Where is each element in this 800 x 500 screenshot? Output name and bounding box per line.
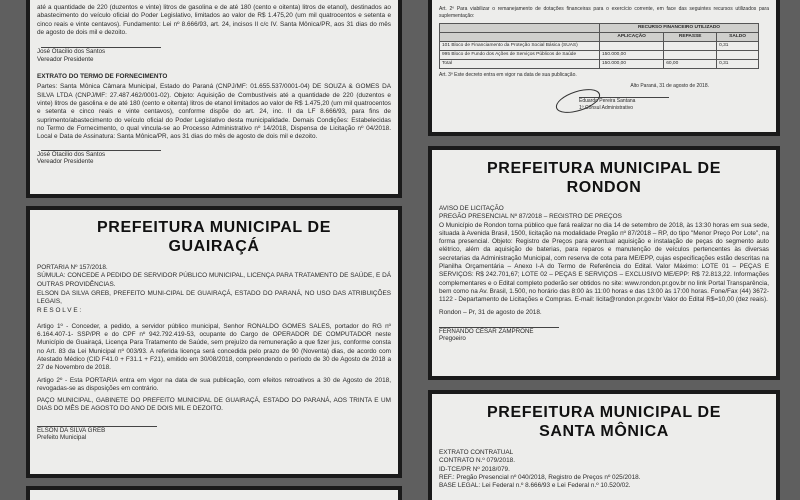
contract-id: ID-TCE/PR Nº 2018/079. — [439, 465, 510, 473]
table-cell — [664, 42, 717, 51]
signature-name: Eduardo Pereira Santana — [579, 98, 636, 105]
signature-role: 1º Cônsul Administrativo — [579, 104, 634, 111]
contract-number: CONTRATO N.º 079/2018. — [439, 457, 515, 465]
aviso-label: AVISO DE LICITAÇÃO — [439, 205, 504, 212]
closing-text: PAÇO MUNICIPAL, GABINETE DO PREFEITO MUNICIPAL DE GUAIRAÇÁ, ESTADO DO PARANÁ, AOS TRINTA E UM DIAS DO MÊS DE AGOSTO DO ANO DE DOIS MIL E DEZOITO. — [37, 397, 391, 413]
signature-role: Prefeito Municipal — [37, 434, 87, 442]
signature-name: FERNANDO CÉSAR ZAMPRONE — [439, 327, 534, 335]
sumula-text: SÚMULA: CONCEDE A PEDIDO DE SERVIDOR PÚBLICO MUNICIPAL, LICENÇA PARA TRATAMENTO DE SAÚDE, E DÁ OUTRAS PROVIDÊNCIAS. — [37, 272, 391, 288]
table-cell: 150.000,00 — [600, 51, 664, 60]
table-cell: 150.000,00 — [600, 60, 664, 69]
notice-partial-bottom — [26, 486, 402, 500]
notice-title-city: SANTA MÔNICA — [539, 423, 669, 440]
table-cell: 0,31 — [717, 42, 759, 51]
table-row — [440, 60, 759, 69]
notice-title: PREFEITURA MUNICIPAL DE — [487, 160, 721, 177]
table-cell — [664, 51, 717, 60]
notice-top-paragraph: até a quantidade de 220 (duzentos e vinte) litros de gasolina e de até 180 (cento e oitenta) litros de etanol), destinados ao abastecimento do veículo oficial do Poder Legislativo, limitados ao valor de R$ 1.475,20 (um mil quatrocentos e setenta e cinco reais e vinte centavos). Fundamento: Lei nº 8.666/93, art. 24, incisos II c/c IV. Santa Mônica/PR, aos 31 dias do mês de agosto de dois mil e dezoito. — [37, 4, 391, 36]
contract-base: BASE LEGAL: Lei Federal n.º 8.666/93 e Lei Federal n.º 10.520/02. — [439, 482, 631, 490]
article-3: Art. 3º Este decreto entra em vigor na data de sua publicação. — [439, 72, 577, 79]
article-text: Art. 2º Para viabilizar o remanejamento de dotações financeiras para o exercício corrente, em face das seguintes recursos utilizados para suplementação: — [439, 6, 769, 19]
signature-block — [579, 97, 769, 111]
signature-role: Vereador Presidente — [37, 55, 94, 63]
notice-title-city: GUAIRAÇÁ — [168, 238, 260, 255]
article-2: Artigo 2º - Esta PORTARIA entra em vigor na data de sua publicação, com efeitos retroativos a 30 de Agosto de 2018, revogadas-se as disposições em contrário. — [37, 376, 391, 392]
table-cell: Total — [440, 60, 600, 69]
table-cell: 0,31 — [717, 60, 759, 69]
financial-table — [439, 23, 759, 69]
table-row — [440, 51, 759, 60]
table-cell: 101 Bloco de Financiamento da Proteção Social Básica (SUAS) — [440, 42, 600, 51]
extract-title: EXTRATO DO TERMO DE FORNECIMENTO — [37, 73, 168, 81]
notice-body: O Município de Rondon torna público que fará realizar no dia 14 de setembro de 2018, às 13:30 horas em sua sede, situada à Avenida Brasil, 1500, licitação na modalidade Pregão nº 87/2018 – RP, do tipo "Menor Preço Por Lote", na forma presencial. Objeto: Registro de Preços para eventual aquisição e instalação de peças do segmento auto elétrico, além da aquisição de baterias, para reparos e manutenção de veículos pertencentes às diversas secretarias da Administração Municipal, com reserva de cota para ME/EPP, cujas especificações estão descritas na Planilha Orçamentária – Anexo I-A do Termo de Referência do Edital. Valor Máximo: LOTE 01 – PEÇAS E SERVIÇOS: R$ 242.701,67; LOTE 02 – PEÇAS E SERVIÇOS – EXCLUSIVO ME/EPP: R$ 72.813,22. Informações complementares e o Edital completo poderão ser obtidos no site: www.rondon.pr.gov.br no link Portal Transparência, bem como na Av. Brasil, 1.500, no horário das 8:00 às 11:00 horas e das 13:00 às 17:00 horas. Fone/Fax (44) 3672-1122 - Departamento de Licitações e Compras. E-mail: licita@rondon.pr.gov.br Valor do Edital R$=10,00 (dez reais). — [439, 221, 769, 304]
notice-decree-financial — [428, 0, 780, 136]
table-header-cell: APLICAÇÃO — [600, 33, 664, 42]
signature-name: José Otacilio dos Santos — [37, 48, 106, 56]
table-header-cell: REPASSE — [664, 33, 717, 42]
preamble-text: ELSON DA SILVA GREB, PREFEITO MUNI-CIPAL DE GUAIRAÇÁ, ESTADO DO PARANÁ, NO USO DAS ATRIBUIÇÕES LEGAIS, — [37, 289, 391, 306]
table-header-cell: SALDO — [717, 33, 759, 42]
table-row — [440, 42, 759, 51]
signature-scribble-icon — [553, 85, 603, 118]
table-cell: 60,00 — [664, 60, 717, 69]
article-1: Artigo 1º - Conceder, a pedido, a servidor público municipal, Senhor RONALDO GOMES SALES, portador do RG nº 6.164.407-1- SSP/PR e do CPF nº 942.792.419-53, ocupante do Cargo de OPERADOR DE COMPUTADOR neste Município de Guairaçá, Licença Para Tratamento de Saúde, sem prejuízo da remuneração a que fizer jus, conforme consta no Art. 83 da Lei Municipal nº 003/93. A referida licença será concedida pelo prazo de 90 (Noventa) dias, de acordo com Atestado Médico (CID F41.0 + F31.1 + F21), emitido em 30/08/2018, compreendendo o período de 30 de Agosto de 2018 a 27 de Novembro de 2018. — [37, 322, 391, 372]
place-date: Rondon – Pr, 31 de agosto de 2018. — [439, 308, 542, 316]
resolve-label: R E S O L V E : — [37, 307, 82, 315]
signature-role: Pregoeiro — [439, 335, 466, 343]
place-date: Alto Paraná, 31 de agosto de 2018. — [630, 82, 709, 89]
contract-ref: REF.: Pregão Presencial nº 040/2018, Registro de Preços nº 025/2018. — [439, 473, 641, 481]
table-header-cell — [440, 24, 600, 33]
signature-name: José Otacilio dos Santos — [37, 150, 106, 158]
notice-title: PREFEITURA MUNICIPAL DE — [487, 404, 721, 421]
extract-body: Partes: Santa Mônica Câmara Municipal, Estado do Paraná (CNPJ/MF: 01.655.537/0001-04) DE SOUZA & GOMES DA SILVA LTDA (CNPJ/MF: 27.487.462/0001-02). Objeto: Aquisição de Combustíveis até a quantidade de 220 (duzentos e vinte) litros de gasolina e de até 180 (cento e oitenta) litros de etanol limitados ao valor de R$ 1.475,20 (um mil quatrocentos e setenta e cinco reais e vinte centavos), conforme dispõe do art. 24, inc. II da LF 8.666/93, para fins de suprimento/abastecimento do veículo oficial do Poder Legislativo desta municipalidade. Demais Condições: Estabelecidas no Termo de Fornecimento, o qual vincula-se ao Processo Administrativo nº 14/2018, Dispensa de Licitação nº 04/2018. Local e Data de Assinatura: Santa Mônica/PR, aos 31 dias do mês de agosto de dois mil e dezoito. — [37, 83, 391, 141]
table-cell: 995 Bloco de Fundo dos Ações de Serviços Públicos de Saúde — [440, 51, 600, 60]
table-cell — [717, 51, 759, 60]
signature-name: ELSON DA SILVA GREB — [37, 426, 106, 434]
table-header-cell — [440, 33, 600, 42]
notice-title: PREFEITURA MUNICIPAL DE — [97, 219, 331, 236]
portaria-number: PORTARIA Nº 157/2018. — [37, 264, 108, 271]
notice-camara-santa-monica — [26, 0, 402, 198]
notice-rondon — [428, 146, 780, 380]
signature-role: Vereador Presidente — [37, 158, 94, 166]
table-cell — [600, 42, 664, 51]
notice-santa-monica — [428, 390, 780, 500]
pregao-label: PREGÃO PRESENCIAL Nº 87/2018 – REGISTRO DE PREÇOS — [439, 213, 622, 221]
table-group-header: RECURSO FINANCEIRO UTILIZADO — [600, 24, 759, 33]
extract-label: EXTRATO CONTRATUAL — [439, 449, 514, 456]
notice-title-city: RONDON — [566, 179, 642, 196]
notice-guairaca — [26, 206, 402, 478]
